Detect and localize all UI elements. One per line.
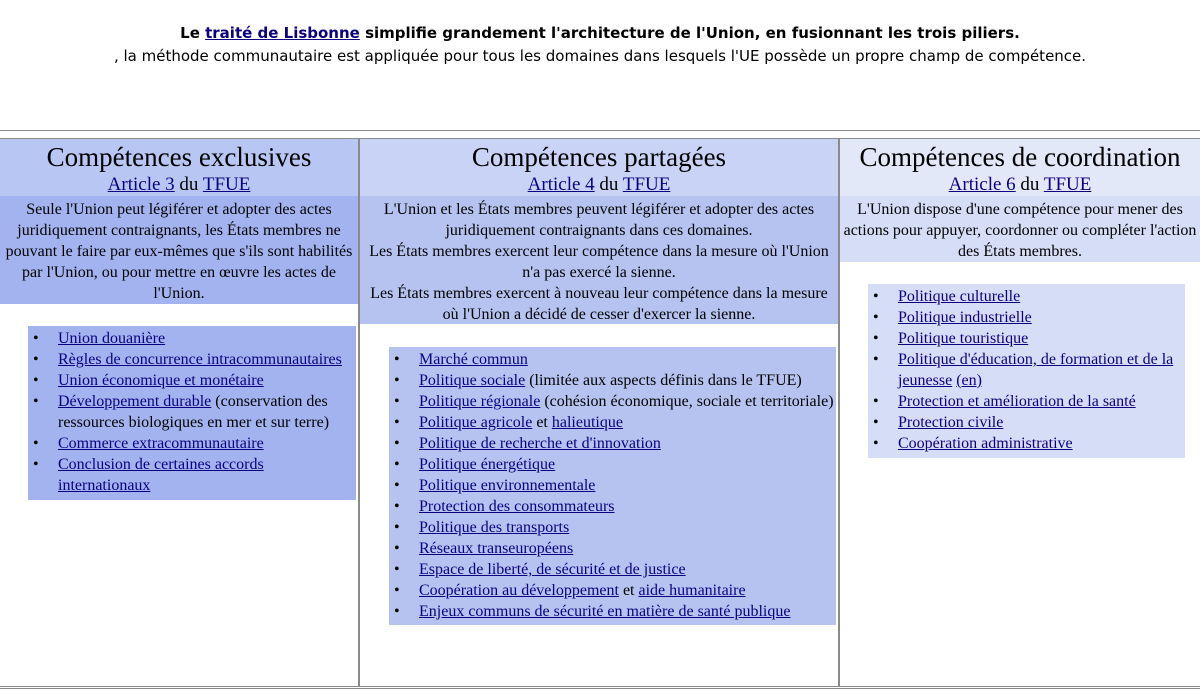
list-item xyxy=(868,307,1183,328)
intro-text xyxy=(0,22,1200,68)
item-link[interactable]: Développement durable xyxy=(58,393,212,410)
item-link[interactable]: Commerce extracommunautaire xyxy=(58,435,264,452)
list-item xyxy=(389,412,834,433)
tfue-link[interactable]: TFUE xyxy=(1043,174,1092,195)
tfue-link[interactable]: TFUE xyxy=(622,174,671,195)
item-link[interactable]: Politique régionale xyxy=(419,393,541,410)
item-link[interactable]: Politique sociale xyxy=(419,372,526,389)
list-item xyxy=(389,559,834,580)
column-title: Compétences de coordination xyxy=(859,142,1181,172)
list-item xyxy=(28,349,354,370)
item-link-secondary[interactable]: (en) xyxy=(956,372,982,389)
description-paragraph: Les États membres exercent leur compétence dans la mesure où l'Union n'a pas exercé la sienne. xyxy=(369,243,829,281)
item-link[interactable]: Règles de concurrence intracommunautaires xyxy=(58,351,342,368)
traite-lisbonne-link[interactable]: traité de Lisbonne xyxy=(205,24,360,42)
intro-text-after: simplifie grandement l'architecture de l'Union, en fusionnant les trois piliers. xyxy=(359,24,1020,42)
list-item xyxy=(28,454,354,496)
item-link[interactable]: Protection et amélioration de la santé xyxy=(898,393,1136,410)
item-link[interactable]: Politique des transports xyxy=(419,519,570,536)
item-link[interactable]: Coopération administrative xyxy=(898,435,1073,452)
tfue-link[interactable]: TFUE xyxy=(202,174,251,195)
item-link[interactable]: Union économique et monétaire xyxy=(58,372,264,389)
item-link[interactable]: Coopération au développement xyxy=(419,582,619,599)
competence-list xyxy=(868,284,1185,458)
list-item xyxy=(389,370,834,391)
list-item xyxy=(868,412,1183,433)
column-coordination xyxy=(839,138,1200,687)
item-link[interactable]: Politique touristique xyxy=(898,330,1029,347)
article-line xyxy=(0,174,358,196)
item-note: (cohésion économique, sociale et territoriale) xyxy=(540,393,834,410)
description-paragraph: Les États membres exercent à nouveau leur compétence dans la mesure où l'Union a décidé de cesser d'exercer la sienne. xyxy=(370,285,828,323)
item-link[interactable]: Politique de recherche et d'innovation xyxy=(419,435,661,452)
du-text: du xyxy=(594,174,623,195)
description-paragraph: L'Union et les États membres peuvent légiférer et adopter des actes juridiquement contraignants dans ces domaines. xyxy=(383,201,815,239)
list-item xyxy=(389,475,834,496)
article-link[interactable]: Article 4 xyxy=(527,174,595,195)
list-item xyxy=(389,349,834,370)
item-link[interactable]: Politique culturelle xyxy=(898,288,1021,305)
list-item xyxy=(868,286,1183,307)
item-link[interactable]: Politique environnementale xyxy=(419,477,596,494)
item-joiner: et xyxy=(618,582,639,599)
du-text: du xyxy=(174,174,203,195)
intro-line-2: , la méthode communautaire est appliquée pour tous les domaines dans lesquels l'UE possède un propre champ de compétence. xyxy=(113,47,1087,65)
column-title: Compétences partagées xyxy=(471,142,727,172)
competences-table xyxy=(0,130,1200,689)
list-item xyxy=(389,391,834,412)
list-item xyxy=(389,538,834,559)
column-exclusive xyxy=(0,138,359,687)
column-header xyxy=(360,139,838,196)
item-link[interactable]: Protection civile xyxy=(898,414,1004,431)
item-link[interactable]: Marché commun xyxy=(419,351,528,368)
item-link[interactable]: Protection des consommateurs xyxy=(419,498,615,515)
item-link-secondary[interactable]: halieutique xyxy=(551,414,623,431)
item-link[interactable]: Union douanière xyxy=(58,330,166,347)
list-item xyxy=(389,496,834,517)
column-description: Seule l'Union peut légiférer et adopter des actes juridiquement contraignants, les États membres ne pouvant le faire par eux-mêmes que s'ils sont habilités par l'Union, ou pour mettre en œuvre les actes de l'Union. xyxy=(0,196,358,304)
column-description: L'Union dispose d'une compétence pour mener des actions pour appuyer, coordonner ou compléter l'action des États membres. xyxy=(840,196,1200,262)
list-item xyxy=(28,433,354,454)
item-joiner: et xyxy=(532,414,552,431)
list-item xyxy=(389,601,834,622)
list-item xyxy=(868,349,1183,391)
list-item xyxy=(28,391,354,433)
item-link[interactable]: Politique industrielle xyxy=(898,309,1032,326)
item-link[interactable]: Espace de liberté, de sécurité et de justice xyxy=(419,561,686,578)
list-item xyxy=(389,580,834,601)
article-line xyxy=(360,174,838,196)
list-item xyxy=(389,517,834,538)
competence-list xyxy=(389,347,836,625)
list-item xyxy=(389,454,834,475)
article-link[interactable]: Article 6 xyxy=(948,174,1016,195)
column-description xyxy=(360,196,838,324)
list-item xyxy=(868,433,1183,454)
list-item xyxy=(28,370,354,391)
du-text: du xyxy=(1015,174,1044,195)
column-header xyxy=(840,139,1200,196)
item-link[interactable]: Politique d'éducation, de formation et de la jeunesse xyxy=(898,351,1174,389)
list-item xyxy=(389,433,834,454)
item-link-secondary[interactable]: aide humanitaire xyxy=(638,582,746,599)
item-link[interactable]: Politique agricole xyxy=(419,414,533,431)
column-title: Compétences exclusives xyxy=(46,142,312,172)
item-note: (limitée aux aspects définis dans le TFUE) xyxy=(525,372,802,389)
list-item xyxy=(868,328,1183,349)
column-header xyxy=(0,139,358,196)
list-item xyxy=(28,328,354,349)
item-link[interactable]: Réseaux transeuropéens xyxy=(419,540,574,557)
article-link[interactable]: Article 3 xyxy=(107,174,175,195)
intro-line-1 xyxy=(0,22,1200,45)
intro-text-before: Le xyxy=(180,24,206,42)
column-shared xyxy=(359,138,839,687)
item-note: (conservation des ressources biologiques en mer et sur terre) xyxy=(58,393,330,431)
competence-list xyxy=(28,326,356,500)
item-link[interactable]: Enjeux communs de sécurité en matière de santé publique xyxy=(419,603,791,620)
item-link[interactable]: Politique énergétique xyxy=(419,456,556,473)
item-link[interactable]: Conclusion de certaines accords internationaux xyxy=(58,456,264,494)
article-line xyxy=(840,174,1200,196)
list-item xyxy=(868,391,1183,412)
